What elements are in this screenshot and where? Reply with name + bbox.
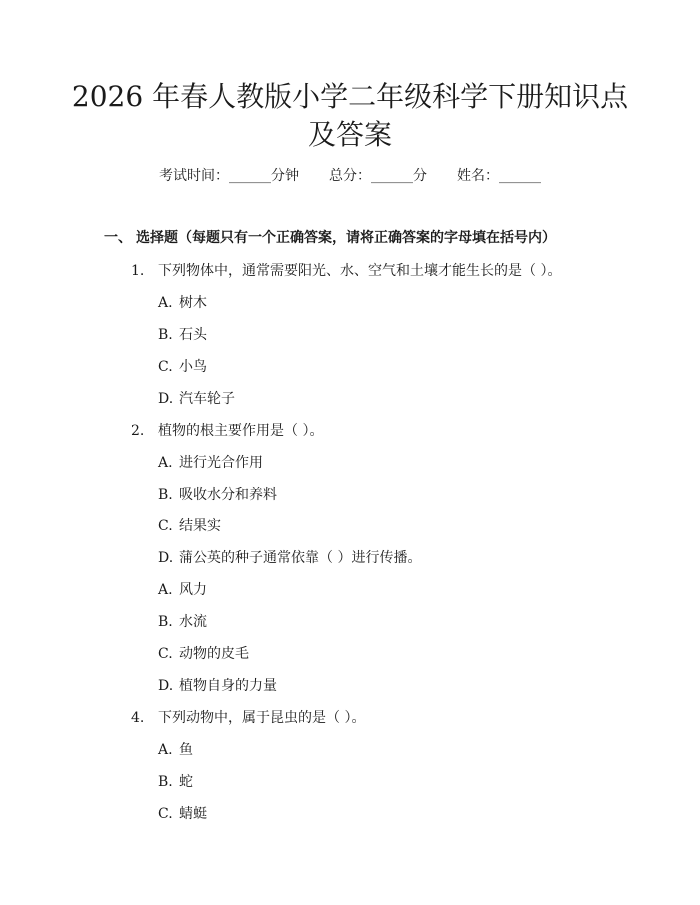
- option-text: 汽车轮子: [179, 391, 235, 407]
- section-title: 选择题（每题只有一个正确答案，请将正确答案的字母填在括号内）: [136, 230, 556, 246]
- page-title-line-2: 及答案: [307, 118, 392, 151]
- question-2-option-b: [158, 485, 277, 505]
- option-text: 蒲公英的种子通常依靠（ ）进行传播。: [179, 550, 422, 566]
- section-number: 一、: [104, 230, 132, 246]
- option-letter: A.: [158, 582, 173, 598]
- option-text: 蛇: [179, 774, 193, 790]
- option-letter: C.: [158, 646, 173, 662]
- name-field: 姓名：______: [457, 168, 541, 184]
- question-2-option-a2: [158, 580, 207, 600]
- question-1-option-b: [158, 325, 207, 345]
- option-text: 进行光合作用: [179, 455, 263, 471]
- question-4-option-a: [158, 740, 193, 760]
- question-2-option-c2: [158, 644, 249, 664]
- option-text: 吸收水分和养料: [179, 487, 277, 503]
- option-text: 树木: [179, 295, 207, 311]
- question-2-option-b2: [158, 612, 207, 632]
- option-letter: C.: [158, 806, 173, 822]
- option-letter: A.: [158, 742, 173, 758]
- question-2: [131, 421, 323, 441]
- option-text: 鱼: [179, 742, 193, 758]
- option-letter: D.: [158, 391, 174, 407]
- question-2-option-c: [158, 516, 221, 536]
- question-text: 下列物体中，通常需要阳光、水、空气和土壤才能生长的是（ ）。: [158, 263, 562, 279]
- option-text: 植物自身的力量: [179, 678, 277, 694]
- total-score-field: 总分：______分: [329, 168, 427, 184]
- option-text: 蜻蜓: [179, 806, 207, 822]
- option-text: 风力: [179, 582, 207, 598]
- question-2-option-d2: [158, 676, 277, 696]
- question-4: [131, 708, 365, 728]
- option-text: 动物的皮毛: [179, 646, 249, 662]
- question-1-option-d: [158, 389, 235, 409]
- option-letter: D.: [158, 678, 174, 694]
- option-letter: C.: [158, 359, 173, 375]
- option-letter: D.: [158, 550, 174, 566]
- question-2-option-d: [158, 548, 421, 568]
- question-text: 下列动物中，属于昆虫的是（ ）。: [158, 710, 366, 726]
- option-letter: B.: [158, 774, 173, 790]
- option-letter: A.: [158, 295, 173, 311]
- option-text: 石头: [179, 327, 207, 343]
- question-1-option-c: [158, 357, 207, 377]
- option-text: 水流: [179, 614, 207, 630]
- question-2-option-a: [158, 453, 263, 473]
- question-number: 4.: [131, 710, 145, 726]
- option-letter: A.: [158, 455, 173, 471]
- option-letter: B.: [158, 327, 173, 343]
- page-title: [0, 78, 700, 154]
- option-letter: B.: [158, 614, 173, 630]
- exam-time-field: 考试时间：______分钟: [159, 168, 299, 184]
- option-text: 小鸟: [179, 359, 207, 375]
- question-number: 1.: [131, 263, 145, 279]
- question-1: [131, 261, 561, 281]
- question-text: 植物的根主要作用是（ ）。: [158, 423, 324, 439]
- exam-info-line: [0, 166, 700, 186]
- question-4-option-b: [158, 772, 193, 792]
- option-letter: C.: [158, 518, 173, 534]
- option-letter: B.: [158, 487, 173, 503]
- question-4-option-c: [158, 804, 207, 824]
- option-text: 结果实: [179, 518, 221, 534]
- question-1-option-a: [158, 293, 207, 313]
- question-number: 2.: [131, 423, 145, 439]
- section-heading: [104, 228, 556, 248]
- page-title-line-1: 2026 年春人教版小学二年级科学下册知识点: [71, 80, 629, 113]
